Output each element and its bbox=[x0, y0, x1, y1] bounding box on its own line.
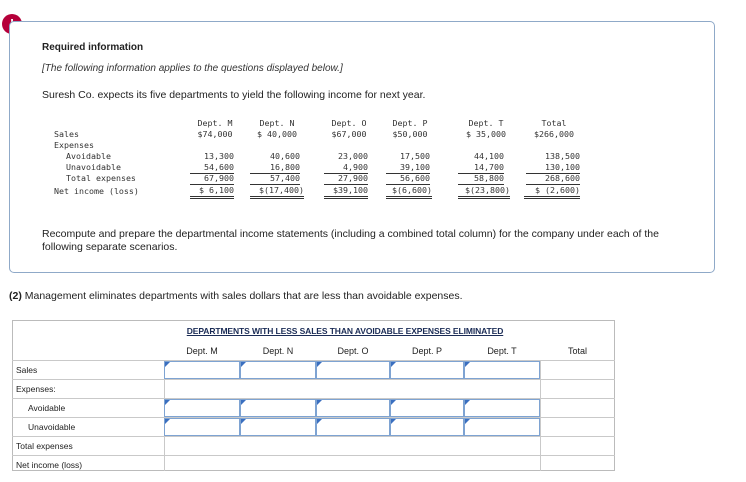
cell-value: 27,900 bbox=[324, 173, 368, 185]
cell-value: $ (2,600) bbox=[524, 185, 580, 199]
grid-rule bbox=[12, 379, 615, 380]
sales-input-dept-m[interactable] bbox=[164, 361, 240, 379]
cell-value: 13,300 bbox=[204, 151, 234, 161]
avoidable-input-dept-m[interactable] bbox=[164, 399, 240, 417]
question-2-prompt: (2) Management eliminates departments with sales dollars that are less than avoidable expenses. bbox=[9, 290, 463, 302]
unavoidable-input-dept-m[interactable] bbox=[164, 418, 240, 436]
col-head-p: Dept. P $50,000 bbox=[392, 118, 428, 139]
cell-value: 44,100 bbox=[474, 151, 504, 161]
recompute-instructions: Recompute and prepare the departmental income statements (including a combined total column) for the company under each of the following separate scenarios. bbox=[42, 228, 659, 253]
cell-value: $(23,800) bbox=[458, 185, 510, 199]
grid-row-expenses: Expenses: bbox=[16, 384, 56, 394]
required-information-panel bbox=[9, 21, 715, 273]
cell-value: 23,000 bbox=[338, 151, 368, 161]
col-head-total: Total $266,000 bbox=[534, 118, 574, 139]
label-net-income: Net income (loss) bbox=[54, 186, 139, 196]
grid-col-dept-p: Dept. P bbox=[411, 346, 442, 356]
unavoidable-input-dept-t[interactable] bbox=[464, 418, 540, 436]
answer-grid bbox=[12, 320, 615, 471]
cell-value: 56,600 bbox=[386, 173, 430, 185]
grid-row-total-expenses: Total expenses bbox=[16, 441, 73, 451]
applies-note: [The following information applies to the questions displayed below.] bbox=[42, 63, 343, 74]
unavoidable-input-dept-n[interactable] bbox=[240, 418, 316, 436]
grid-row-sales: Sales bbox=[16, 365, 38, 375]
cell-value: $ 6,100 bbox=[190, 185, 234, 199]
cell-value: $(17,400) bbox=[250, 185, 304, 199]
avoidable-input-dept-p[interactable] bbox=[390, 399, 464, 417]
grid-col-rule bbox=[540, 360, 541, 471]
intro-text: Suresh Co. expects its five departments to yield the following income for next year. bbox=[42, 89, 426, 101]
cell-value: 14,700 bbox=[458, 162, 504, 174]
avoidable-input-dept-t[interactable] bbox=[464, 399, 540, 417]
cell-value: 268,600 bbox=[526, 173, 580, 185]
grid-row-unavoidable: Unavoidable bbox=[28, 422, 76, 432]
grid-col-dept-n: Dept. N bbox=[262, 346, 294, 356]
avoidable-input-dept-n[interactable] bbox=[240, 399, 316, 417]
sales-input-dept-p[interactable] bbox=[390, 361, 464, 379]
unavoidable-input-dept-p[interactable] bbox=[390, 418, 464, 436]
cell-value: 40,600 bbox=[270, 151, 300, 161]
sales-input-dept-o[interactable] bbox=[316, 361, 390, 379]
cell-value: 4,900 bbox=[324, 162, 368, 174]
grid-row-avoidable: Avoidable bbox=[28, 403, 66, 413]
cell-value: 138,500 bbox=[545, 151, 580, 161]
cell-value: 16,800 bbox=[250, 162, 300, 174]
cell-value: 58,800 bbox=[458, 173, 504, 185]
cell-value: 130,100 bbox=[526, 162, 580, 174]
grid-col-dept-t: Dept. T bbox=[487, 346, 517, 356]
sales-input-dept-t[interactable] bbox=[464, 361, 540, 379]
cell-value: $39,100 bbox=[324, 185, 368, 199]
label-avoidable: Avoidable bbox=[66, 151, 111, 161]
col-head-t: Dept. T $ 35,000 bbox=[466, 118, 506, 139]
cell-value: 17,500 bbox=[400, 151, 430, 161]
grid-col-dept-o: Dept. O bbox=[337, 346, 369, 356]
sales-input-dept-n[interactable] bbox=[240, 361, 316, 379]
cell-value: 57,400 bbox=[250, 173, 300, 185]
label-unavoidable: Unavoidable bbox=[66, 162, 121, 172]
cell-value: 39,100 bbox=[386, 162, 430, 174]
avoidable-input-dept-o[interactable] bbox=[316, 399, 390, 417]
answer-grid-title: DEPARTMENTS WITH LESS SALES THAN AVOIDABLE EXPENSES ELIMINATED bbox=[186, 326, 504, 336]
grid-row-net-income: Net income (loss) bbox=[16, 460, 83, 470]
unavoidable-input-dept-o[interactable] bbox=[316, 418, 390, 436]
label-sales: Sales bbox=[54, 129, 79, 139]
cell-value: 67,900 bbox=[190, 173, 234, 185]
label-total-expenses: Total expenses bbox=[66, 173, 136, 183]
col-head-m: Dept. M $74,000 bbox=[197, 118, 233, 139]
col-head-o: Dept. O $67,000 bbox=[331, 118, 367, 139]
grid-col-dept-m: Dept. M bbox=[186, 346, 218, 356]
label-expenses: Expenses bbox=[54, 140, 94, 150]
col-head-n: Dept. N $ 40,000 bbox=[257, 118, 297, 139]
cell-value: 54,600 bbox=[190, 162, 234, 174]
cell-value: $(6,600) bbox=[386, 185, 432, 199]
grid-rule bbox=[12, 455, 615, 456]
grid-col-total: Total bbox=[567, 346, 587, 356]
required-information-title: Required information bbox=[42, 42, 144, 53]
grid-rule bbox=[12, 436, 615, 437]
